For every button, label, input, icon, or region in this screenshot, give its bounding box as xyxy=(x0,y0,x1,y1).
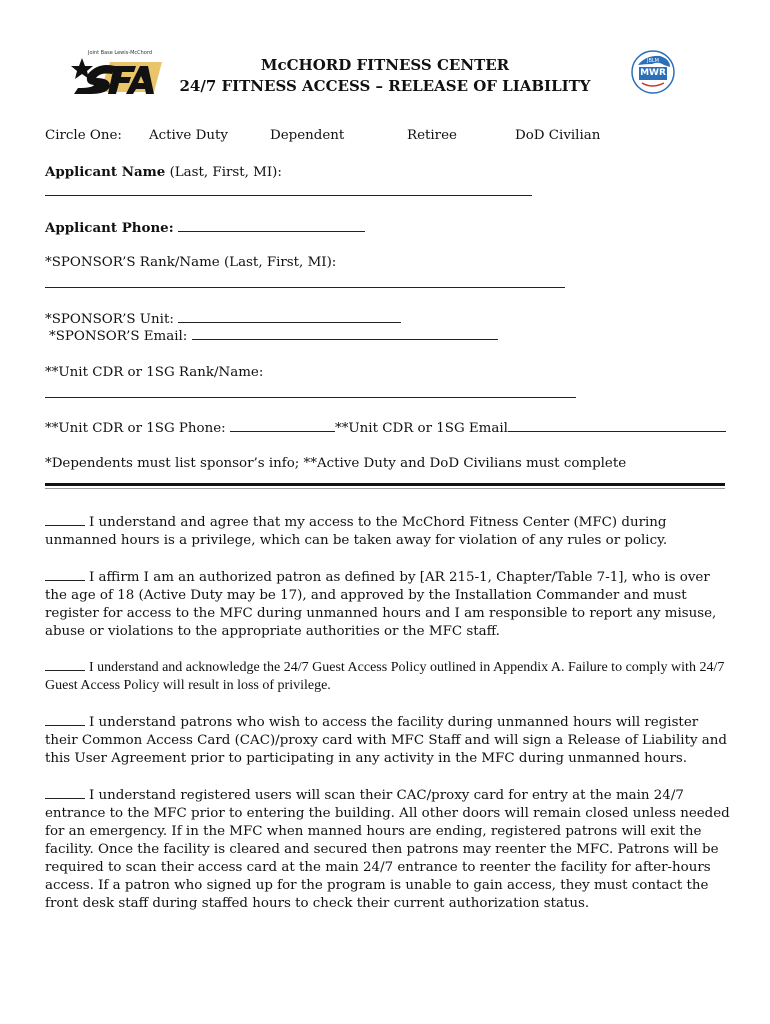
applicant-name-label-text: Applicant Name xyxy=(45,164,166,180)
initial-blank-5[interactable] xyxy=(45,785,85,799)
statement-3 xyxy=(45,657,730,695)
sfa-logo xyxy=(70,52,165,96)
statement-2 xyxy=(45,567,730,641)
sponsor-email-row xyxy=(49,326,498,346)
applicant-phone-label: Applicant Phone: xyxy=(45,220,174,236)
applicant-name-hint: (Last, First, MI): xyxy=(165,165,282,180)
mwr-logo-text: MWR xyxy=(640,68,666,78)
option-active-duty[interactable]: Active Duty xyxy=(149,128,228,143)
circle-one-label: Circle One: xyxy=(45,128,122,143)
cdr-phone-row xyxy=(45,418,335,438)
sfa-logo-caption: Joint Base Lewis-McChord xyxy=(88,50,152,56)
cdr-phone-field[interactable] xyxy=(230,418,335,432)
form-title-line-1: McCHORD FITNESS CENTER xyxy=(260,56,510,74)
section-divider xyxy=(45,483,725,486)
cdr-email-label: **Unit CDR or 1SG Email xyxy=(335,421,508,436)
sponsor-rank-field[interactable] xyxy=(45,287,565,288)
applicant-phone-field[interactable] xyxy=(178,218,365,232)
statement-3-text: I understand and acknowledge the 24/7 Guest Access Policy outlined in Appendix A. Failure to comply with 24/7 Guest Access Policy will result in loss of privilege. xyxy=(45,660,725,693)
statement-5 xyxy=(45,785,730,913)
cdr-rank-label: **Unit CDR or 1SG Rank/Name: xyxy=(45,365,264,380)
mwr-logo-top-text: JBLM xyxy=(646,58,659,64)
sponsor-unit-field[interactable] xyxy=(178,309,401,323)
statement-2-text: I affirm I am an authorized patron as defined by [AR 215-1, Chapter/Table 7-1], who is over the age of 18 (Active Duty may be 17), and approved by the Installation Commander and must register for access to the MFC during unmanned hours and I am responsible to report any misuse, abuse or violations to the appropriate authorities or the MFC staff. xyxy=(45,570,717,639)
statement-1-text: I understand and agree that my access to the McChord Fitness Center (MFC) during unmanned hours is a privilege, which can be taken away for violation of any rules or policy. xyxy=(45,515,668,548)
cdr-email-row xyxy=(335,418,726,438)
statement-5-text: I understand registered users will scan their CAC/proxy card for entry at the main 24/7 entrance to the MFC prior to entering the building. All other doors will remain closed unless needed for an emergency. If in the MFC when manned hours are ending, registered patrons will exit the facility. Once the facility is cleared and secured then patrons may reenter the MFC. Patrons will be required to scan their access card at the main 24/7 entrance to reenter the facility for after-hours access. If a patron who signed up for the program is unable to gain access, they must contact the front desk staff during staffed hours to check their current authorization status. xyxy=(45,788,730,911)
option-retiree[interactable]: Retiree xyxy=(407,128,457,143)
option-dependent[interactable]: Dependent xyxy=(270,128,345,143)
statement-4 xyxy=(45,712,730,768)
cdr-email-field[interactable] xyxy=(508,418,726,432)
sponsor-email-field[interactable] xyxy=(192,326,498,340)
statement-1 xyxy=(45,512,730,550)
sponsor-rank-label: *SPONSOR’S Rank/Name (Last, First, MI): xyxy=(45,255,337,270)
sponsor-unit-label: *SPONSOR’S Unit: xyxy=(45,312,174,327)
cdr-rank-field[interactable] xyxy=(45,397,576,398)
applicant-name-label xyxy=(45,163,282,182)
mwr-logo xyxy=(630,49,676,95)
sponsor-email-label: *SPONSOR’S Email: xyxy=(49,329,188,344)
form-title-line-2: 24/7 FITNESS ACCESS – RELEASE OF LIABILITY xyxy=(179,77,591,95)
applicant-phone-row xyxy=(45,218,365,238)
initial-blank-3[interactable] xyxy=(45,657,85,671)
cdr-phone-label: **Unit CDR or 1SG Phone: xyxy=(45,421,226,436)
option-dod-civilian[interactable]: DoD Civilian xyxy=(515,128,601,143)
statement-4-text: I understand patrons who wish to access the facility during unmanned hours will register their Common Access Card (CAC)/proxy card with MFC Staff and will sign a Release of Liability and this User Agreement prior to participating in any activity in the MFC during unmanned hours. xyxy=(45,715,727,766)
footnote: *Dependents must list sponsor’s info; **Active Duty and DoD Civilians must complete xyxy=(45,456,627,471)
section-divider-thin xyxy=(45,488,725,489)
initial-blank-4[interactable] xyxy=(45,712,85,726)
initial-blank-2[interactable] xyxy=(45,567,85,581)
initial-blank-1[interactable] xyxy=(45,512,85,526)
applicant-name-field[interactable] xyxy=(45,195,532,196)
